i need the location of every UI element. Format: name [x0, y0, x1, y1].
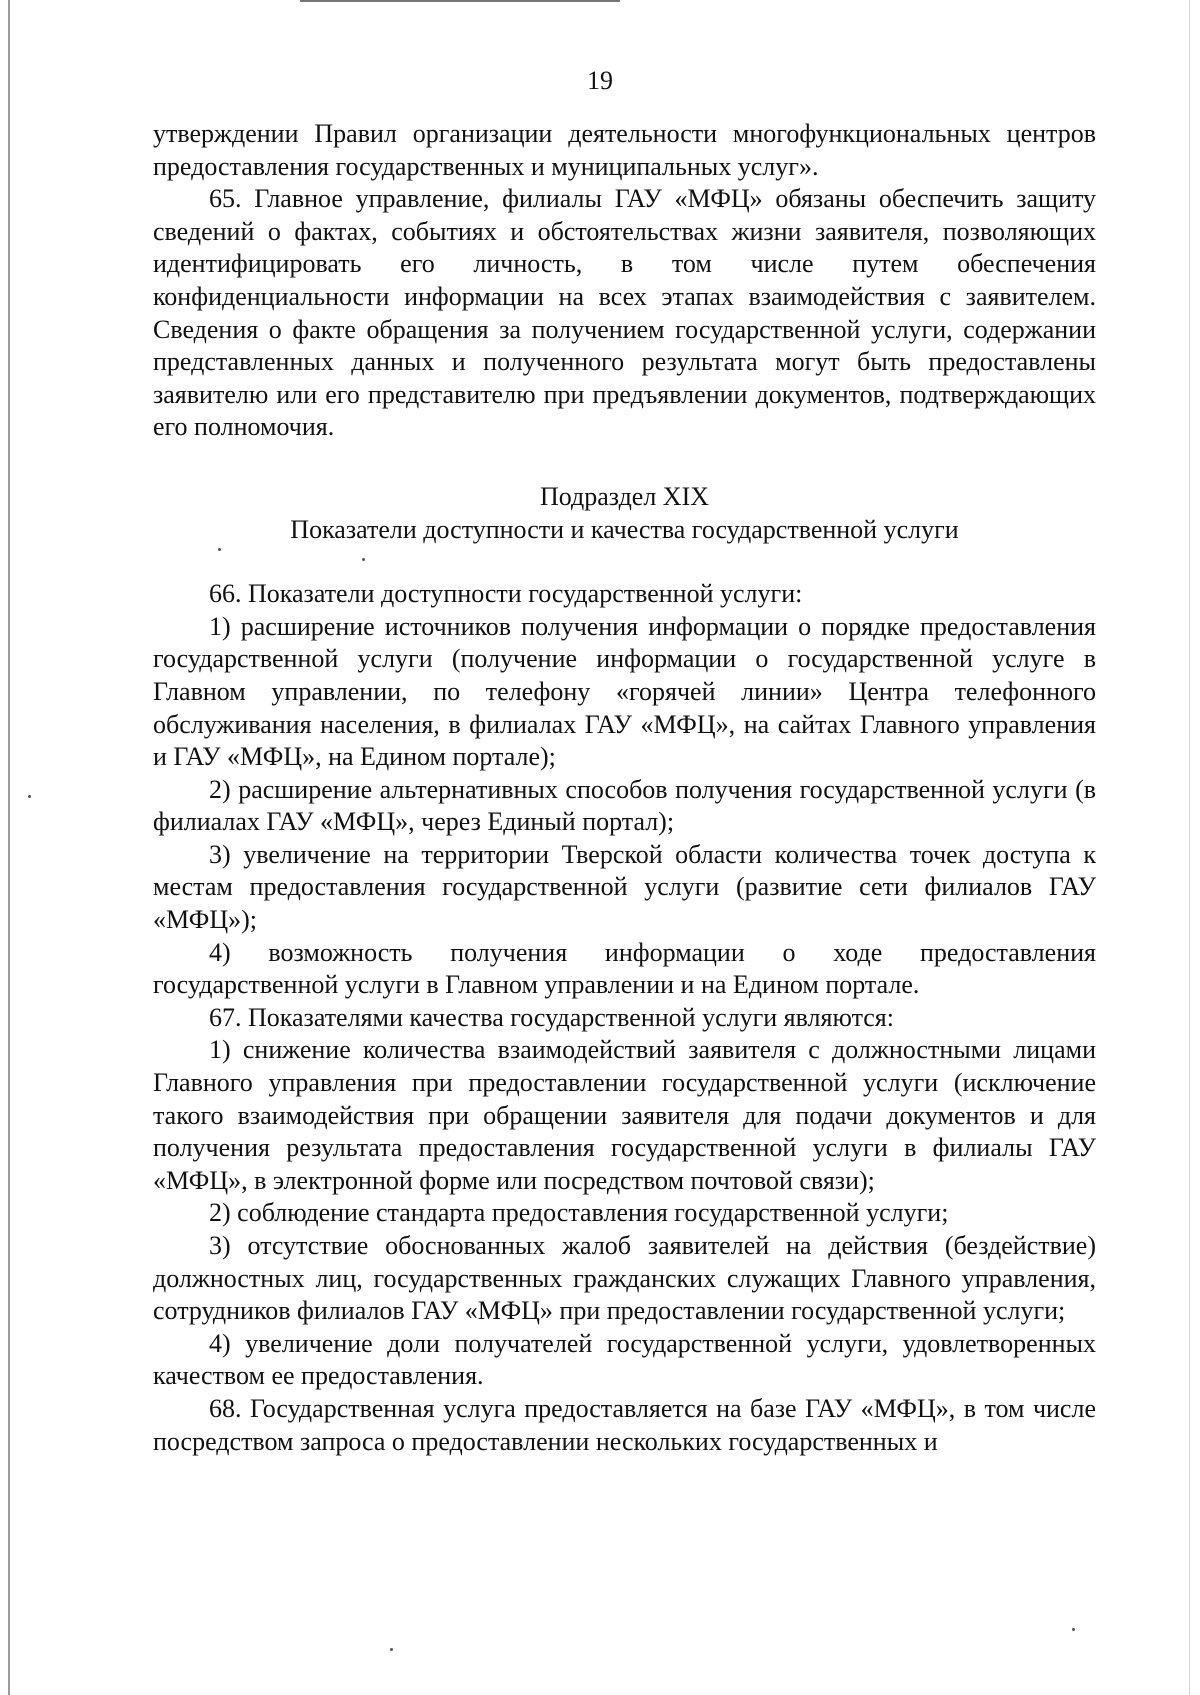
page-number: 19 [587, 66, 613, 95]
list-item-66-1: 1) расширение источников получения информации о порядке предоставления государственной услуги (получение информации о государственной услуге в Главном управлении, по телефону «горячей линии» Центра телефонного обслуживания населения, в филиалах ГАУ «МФЦ», на сайтах Главного управления и ГАУ «МФЦ», на Едином портале); [153, 611, 1096, 772]
document-body [153, 118, 1096, 1458]
scan-edge-right [1189, 0, 1190, 1695]
list-item-66-4: 4) возможность получения информации о ходе предоставления государственной услуги в Главном управлении и на Едином портале. [153, 937, 1096, 1000]
paragraph-continuation: утверждении Правил организации деятельности многофункциональных центров предоставления государственных и муниципальных услуг». [153, 119, 1096, 181]
list-item-66-2: 2) расширение альтернативных способов получения государственной услуги (в филиалах ГАУ «МФЦ», через Единый портал); [153, 774, 1096, 837]
list-item-66-3: 3) увеличение на территории Тверской области количества точек доступа к местам предоставления государственной услуги (развитие сети филиалов ГАУ «МФЦ»); [153, 839, 1096, 935]
list-item-67-4: 4) увеличение доли получателей государственной услуги, удовлетворенных качеством ее предоставления. [153, 1328, 1096, 1391]
scan-edge-top [300, 0, 620, 2]
scan-speck [28, 795, 31, 798]
list-item-67-2: 2) соблюдение стандарта предоставления государственной услуги; [209, 1198, 949, 1228]
section-number: Подраздел XIX [539, 481, 710, 511]
paragraph-65: 65. Главное управление, филиалы ГАУ «МФЦ» обязаны обеспечить защиту сведений о фактах, событиях и обстоятельствах жизни заявителя, позволяющих идентифицировать его личность, в том числе путем обеспечения конфиденциальности информации на всех этапах взаимодействия с заявителем. Сведения о факте обращения за получением государственной услуги, содержании представленных данных и полученного результата могут быть предоставлены заявителю или его представителю при предъявлении документов, подтверждающих его полномочия. [153, 184, 1096, 442]
paragraph-66: 66. Показатели доступности государственной услуги: [209, 579, 803, 609]
list-item-67-3: 3) отсутствие обоснованных жалоб заявителей на действия (бездействие) должностных лиц, государственных гражданских служащих Главного управления, сотрудников филиалов ГАУ «МФЦ» при предоставлении государственной услуги; [153, 1231, 1096, 1326]
paragraph-67: 67. Показателями качества государственной услуги являются: [209, 1002, 894, 1032]
paragraph-68: 68. Государственная услуга предоставляется на базе ГАУ «МФЦ», в том числе посредством запроса о предоставлении нескольких государственных и [153, 1393, 1096, 1456]
scan-edge-left [8, 0, 10, 1695]
scan-speck [390, 1648, 393, 1651]
scan-speck [1072, 1628, 1075, 1631]
section-spacer [153, 546, 1096, 578]
section-title: Показатели доступности и качества государственной услуги [290, 514, 959, 544]
list-item-67-1: 1) снижение количества взаимодействий заявителя с должностными лицами Главного управления при предоставлении государственной услуги (исключение такого взаимодействия при обращении заявителя для подачи документов и для получения результата предоставления государственной услуги в филиалы ГАУ «МФЦ», в электронной форме или посредством почтовой связи); [153, 1035, 1096, 1195]
section-heading [153, 481, 1096, 546]
